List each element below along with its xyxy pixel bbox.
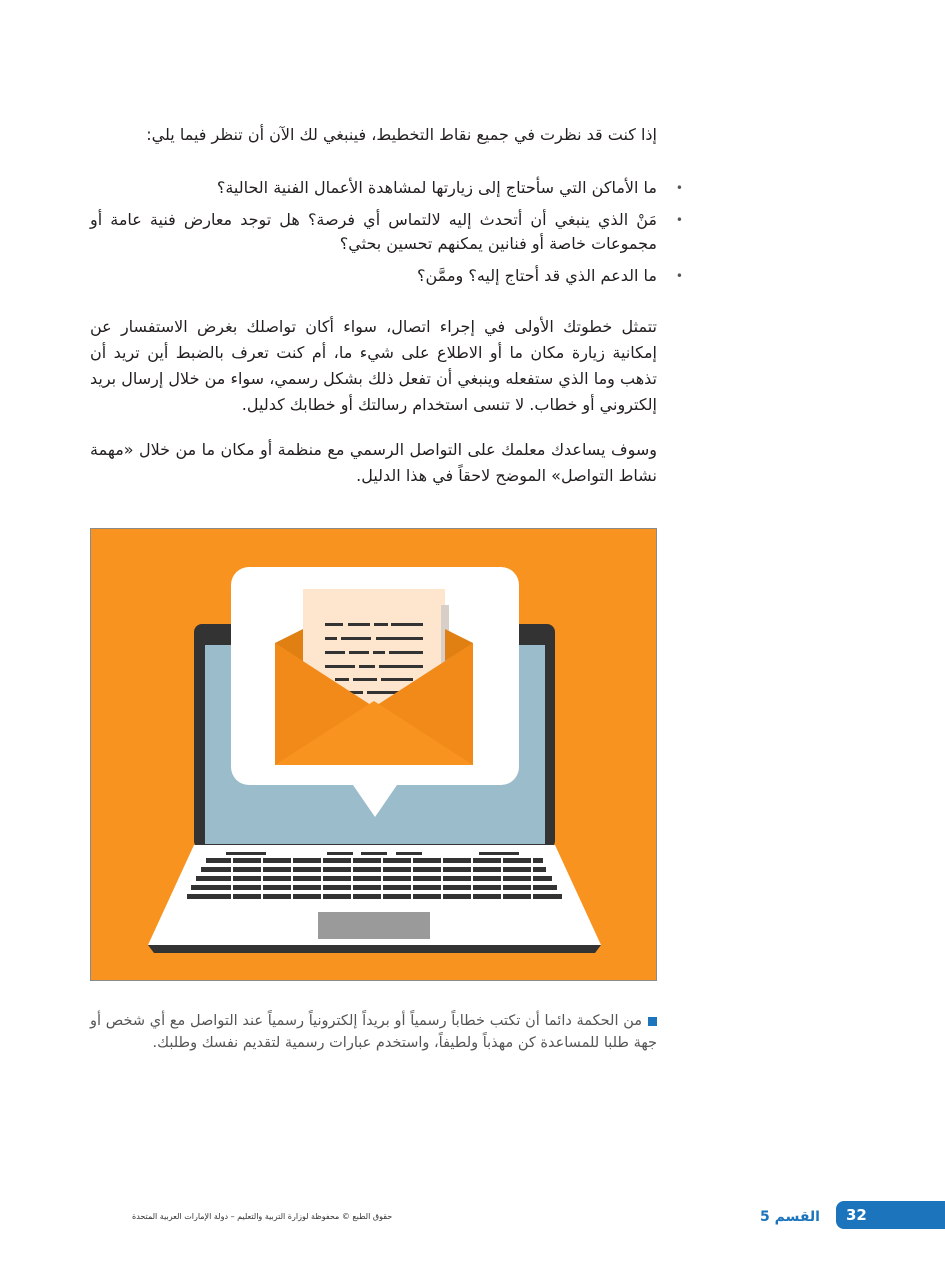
question-list xyxy=(90,176,690,296)
list-item: • مَنْ الذي ينبغي أن أتحدث إليه لالتماس أي فرصة؟ هل توجد معارض فنية عامة أو مجموعات خاصة أو فنانين يمكنهم تحسين بحثي؟ xyxy=(90,208,657,256)
teacher-help-paragraph: وسوف يساعدك معلمك على التواصل الرسمي مع منظمة أو مكان ما من خلال «مهمة نشاط التواصل» الموضح لاحقاً في هذا الدليل. xyxy=(90,440,657,485)
list-item: • ما الأماكن التي سأحتاج إلى زيارتها لمشاهدة الأعمال الفنية الحالية؟ xyxy=(90,176,657,200)
section-label: القسم 5 xyxy=(760,1209,820,1225)
contact-paragraph: تتمثل خطوتك الأولى في إجراء اتصال، سواء أكان تواصلك بغرض الاستفسار عن إمكانية زيارة مكان ما أو الاطلاع على شيء ما، أم كنت تعرف بالضبط أين تريد أن تذهب وما الذي ستفعله وينبغي أن تفعل ذلك بشكل رسمي، سواء من خلال إرسال بريد إلكتروني أو خطاب. لا تنسى استخدام رسالتك أو خطابك كدليل. xyxy=(90,317,657,414)
copyright-notice: حقوق الطبع © محفوظة لوزارة التربية والتعليم – دولة الإمارات العربية المتحدة xyxy=(132,1212,393,1221)
list-item: • ما الدعم الذي قد أحتاج إليه؟ وممَّن؟ xyxy=(90,264,657,288)
caption-marker-icon xyxy=(648,1017,657,1026)
intro-paragraph: إذا كنت قد نظرت في جميع نقاط التخطيط، فينبغي لك الآن أن تنظر فيما يلي: xyxy=(146,125,657,144)
page-number-tab xyxy=(836,1201,945,1229)
page-number: 32 xyxy=(846,1206,867,1224)
laptop-email-icon xyxy=(91,529,657,981)
caption-text: من الحكمة دائما أن تكتب خطاباً رسمياً أو بريداً إلكترونياً رسمياً عند التواصل مع أي شخص أو جهة طلبا للمساعدة كن مهذباً ولطيفاً، واستخدم عبارات رسمية لتقديم نفسك وطلبك. xyxy=(90,1013,657,1051)
laptop-email-illustration xyxy=(90,528,657,981)
figure-caption xyxy=(90,1010,657,1054)
